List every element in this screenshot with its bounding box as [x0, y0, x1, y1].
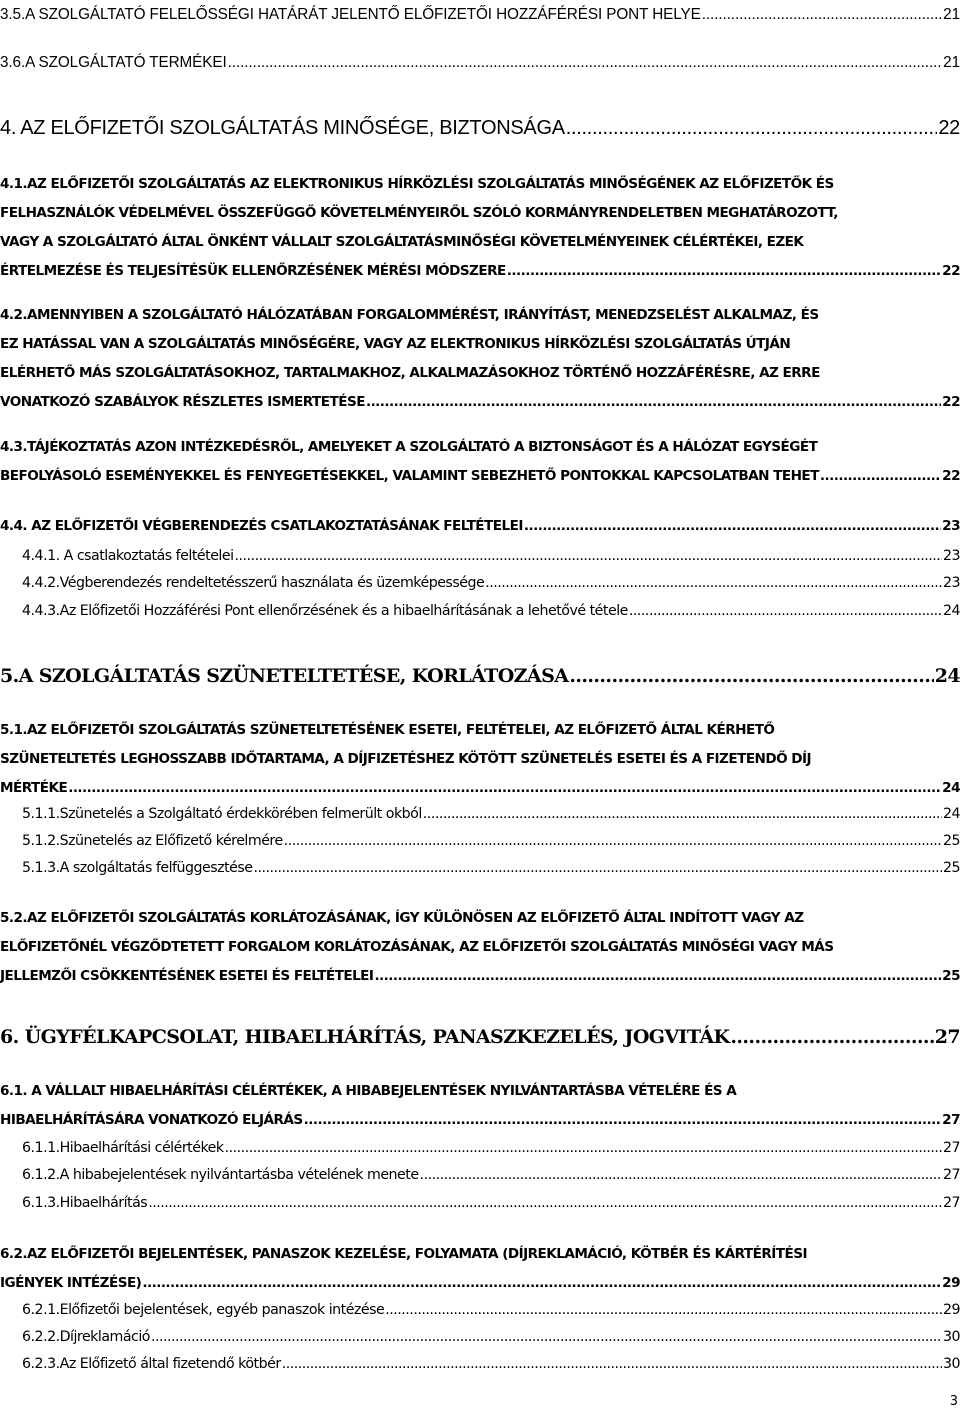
toc-page-number: 21: [943, 6, 960, 23]
toc-page-number: 23: [942, 518, 960, 534]
toc-page-number: 24: [942, 806, 960, 822]
toc-entry-title: VONATKOZÓ SZABÁLYOK RÉSZLETES ISMERTETÉSE: [0, 394, 365, 410]
toc-entry-6-1[interactable]: [0, 1077, 960, 1135]
dot-leader: [420, 1161, 942, 1189]
toc-entry-6-1-2[interactable]: [22, 1161, 960, 1189]
toc-entry-title: 4.4.3.Az Előfizetői Hozzáférési Pont ellenőrzésének és a hibaelhárításának a lehetővé tétele: [22, 603, 628, 619]
toc-entry-title: BEFOLYÁSOLÓ ESEMÉNYEKKEL ÉS FENYEGETÉSEKKEL, VALAMINT SEBEZHETŐ PONTOKKAL KAPCSOLATBAN TEHET: [0, 468, 819, 484]
dot-leader: [524, 512, 941, 541]
toc-page-number: 22: [938, 117, 960, 139]
toc-entry-5-1-2[interactable]: [22, 827, 960, 855]
toc-entry-4-2[interactable]: [0, 301, 960, 417]
toc-entry-title: 5.A SZOLGÁLTATÁS SZÜNETELTETÉSE, KORLÁTOZÁSA: [0, 665, 569, 687]
toc-page-number: 23: [942, 575, 960, 591]
toc-entry-title: 5.1.3.A szolgáltatás felfüggesztése: [22, 860, 253, 876]
dot-leader: [385, 1296, 942, 1324]
toc-entry-title: IGÉNYEK INTÉZÉSE): [0, 1275, 142, 1291]
toc-page-number: 29: [942, 1302, 960, 1318]
toc-entry-title: 6. ÜGYFÉLKAPCSOLAT, HIBAELHÁRÍTÁS, PANASZKEZELÉS, JOGVITÁK: [0, 1026, 730, 1048]
dot-leader: [142, 1269, 941, 1298]
toc-entry-5-2[interactable]: [0, 904, 960, 991]
toc-entry-6-1-1[interactable]: [22, 1134, 960, 1162]
toc-page-number: 25: [942, 860, 960, 876]
toc-entry-title: 6.2.3.Az Előfizető által fizetendő kötbér: [22, 1356, 281, 1372]
toc-page-number: 25: [942, 833, 960, 849]
toc-page-number: 29: [942, 1275, 960, 1291]
dot-leader: [629, 597, 942, 625]
dot-leader: [68, 774, 941, 803]
page-number: 3: [949, 1394, 958, 1409]
dot-leader: [374, 962, 941, 991]
toc-entry-6-2-3[interactable]: [22, 1350, 960, 1378]
toc-entry-title: 3.6.A SZOLGÁLTATÓ TERMÉKEI: [0, 54, 227, 71]
toc-entry-line: 6.2.AZ ELŐFIZETŐI BEJELENTÉSEK, PANASZOK KEZELÉSE, FOLYAMATA (DÍJREKLAMÁCIÓ, KÖTBÉR ÉS KÁRTÉRÍTÉSI: [0, 1246, 807, 1262]
toc-page-number: 22: [942, 394, 960, 410]
toc-entry-title: 6.2.1.Előfizetői bejelentések, egyéb panaszok intézése: [22, 1302, 385, 1318]
toc-page-number: 30: [942, 1356, 960, 1372]
toc-entry-title: MÉRTÉKE: [0, 780, 68, 796]
dot-leader: [235, 542, 942, 570]
dot-leader: [282, 1350, 942, 1378]
toc-entry-title: 6.1.1.Hibaelhárítási célértékek: [22, 1140, 224, 1156]
dot-leader: [507, 257, 941, 286]
toc-entry-title: 5.1.2.Szünetelés az Előfizető kérelmére: [22, 833, 283, 849]
dot-leader: [702, 0, 942, 29]
toc-page-number: 22: [942, 468, 960, 484]
toc-entry-6-2-2[interactable]: [22, 1323, 960, 1351]
toc-entry-4-3[interactable]: [0, 433, 960, 491]
toc-entry-line: 4.1.AZ ELŐFIZETŐI SZOLGÁLTATÁS AZ ELEKTRONIKUS HÍRKÖZLÉSI SZOLGÁLTATÁS MINŐSÉGÉNEK AZ ELŐFIZETŐK ÉS: [0, 176, 834, 192]
dot-leader: [423, 800, 942, 828]
toc-page-number: 21: [943, 54, 960, 71]
dot-leader: [148, 1189, 942, 1217]
toc-page-number: 27: [942, 1112, 960, 1128]
toc-entry-line: ELÉRHETŐ MÁS SZOLGÁLTATÁSOKHOZ, TARTALMAKHOZ, ALKALMAZÁSOKHOZ TÖRTÉNŐ HOZZÁFÉRÉSRE, AZ ERRE: [0, 365, 820, 381]
toc-entry-4-4-2[interactable]: [22, 569, 960, 597]
toc-entry-title: 4.4.1. A csatlakoztatás feltételei: [22, 548, 234, 564]
toc-page-number: 24: [942, 603, 960, 619]
toc-entry-line: 4.2.AMENNYIBEN A SZOLGÁLTATÓ HÁLÓZATÁBAN FORGALOMMÉRÉST, IRÁNYÍTÁST, MENEDZSELÉST ALKALMAZ, ÉS: [0, 307, 819, 323]
toc-entry-6-2-1[interactable]: [22, 1296, 960, 1324]
toc-entry-4-1[interactable]: [0, 170, 960, 286]
toc-entry-5-1[interactable]: [0, 716, 960, 803]
toc-entry-6[interactable]: [0, 1022, 960, 1052]
dot-leader: [569, 661, 933, 691]
dot-leader: [284, 827, 942, 855]
toc-entry-5-1-3[interactable]: [22, 854, 960, 882]
toc-entry-title: 6.2.2.Díjreklamáció: [22, 1329, 150, 1345]
toc-entry-title: 5.1.1.Szünetelés a Szolgáltató érdekkörében felmerült okból: [22, 806, 422, 822]
toc-entry-4[interactable]: [0, 113, 960, 143]
toc-page-number: 27: [934, 1026, 960, 1048]
toc-entry-line: 5.1.AZ ELŐFIZETŐI SZOLGÁLTATÁS SZÜNETELTETÉSÉNEK ESETEI, FELTÉTELEI, AZ ELŐFIZETŐ ÁLTAL KÉRHETŐ: [0, 722, 775, 738]
toc-entry-title: JELLEMZŐI CSÖKKENTÉSÉNEK ESETEI ÉS FELTÉTELEI: [0, 968, 374, 984]
dot-leader: [566, 113, 938, 143]
toc-entry-title: 4. AZ ELŐFIZETŐI SZOLGÁLTATÁS MINŐSÉGE, BIZTONSÁGA: [0, 117, 565, 139]
toc-page-number: 22: [942, 263, 960, 279]
toc-entry-line: VAGY A SZOLGÁLTATÓ ÁLTAL ÖNKÉNT VÁLLALT SZOLGÁLTATÁSMINŐSÉGI KÖVETELMÉNYEINEK CÉLÉRTÉKEI, EZEK: [0, 234, 804, 250]
toc-entry-5[interactable]: [0, 661, 960, 691]
toc-page-number: 24: [942, 780, 960, 796]
dot-leader: [820, 462, 941, 491]
toc-entry-6-1-3[interactable]: [22, 1189, 960, 1217]
toc-entry-5-1-1[interactable]: [22, 800, 960, 828]
toc-entry-6-2[interactable]: [0, 1240, 960, 1298]
toc-entry-4-4[interactable]: [0, 512, 960, 541]
toc-page-number: 27: [942, 1167, 960, 1183]
dot-leader: [225, 1134, 942, 1162]
toc-page-number: 30: [942, 1329, 960, 1345]
toc-page-number: 25: [942, 968, 960, 984]
dot-leader: [228, 48, 943, 77]
toc-entry-line: EZ HATÁSSAL VAN A SZOLGÁLTATÁS MINŐSÉGÉRE, VAGY AZ ELEKTRONIKUS HÍRKÖZLÉSI SZOLGÁLTATÁS ÚTJÁN: [0, 336, 791, 352]
toc-page-number: 24: [934, 665, 960, 687]
toc-entry-3-5[interactable]: [0, 0, 960, 29]
toc-entry-line: 6.1. A VÁLLALT HIBAELHÁRÍTÁSI CÉLÉRTÉKEK, A HIBABEJELENTÉSEK NYILVÁNTARTÁSBA VÉTELÉRE ÉS A: [0, 1083, 737, 1099]
toc-entry-4-4-3[interactable]: [22, 597, 960, 625]
toc-entry-title: 3.5.A SZOLGÁLTATÓ FELELŐSSÉGI HATÁRÁT JELENTŐ ELŐFIZETŐI HOZZÁFÉRÉSI PONT HELYE: [0, 6, 701, 23]
toc-entry-title: 6.1.3.Hibaelhárítás: [22, 1195, 148, 1211]
toc-entry-title: 4.4.2.Végberendezés rendeltetésszerű használata és üzemképessége: [22, 575, 485, 591]
toc-entry-4-4-1[interactable]: [22, 542, 960, 570]
dot-leader: [304, 1106, 942, 1135]
toc-entry-line: ELŐFIZETŐNÉL VÉGZŐDTETETT FORGALOM KORLÁTOZÁSÁNAK, AZ ELŐFIZETŐI SZOLGÁLTATÁS MINŐSÉGI VAGY MÁS: [0, 939, 834, 955]
toc-entry-line: SZÜNETELTETÉS LEGHOSSZABB IDŐTARTAMA, A DÍJFIZETÉSHEZ KÖTÖTT SZÜNETELÉS ESETEI ÉS A FIZETENDŐ DÍJ: [0, 751, 812, 767]
toc-entry-3-6[interactable]: [0, 48, 960, 77]
toc-entry-line: 4.3.TÁJÉKOZTATÁS AZON INTÉZKEDÉSRŐL, AMELYEKET A SZOLGÁLTATÓ A BIZTONSÁGOT ÉS A HÁLÓZAT EGYSÉGÉT: [0, 439, 818, 455]
toc-entry-title: ÉRTELMEZÉSE ÉS TELJESÍTÉSÜK ELLENŐRZÉSÉNEK MÉRÉSI MÓDSZERE: [0, 263, 506, 279]
dot-leader: [730, 1022, 933, 1052]
toc-page-number: 23: [942, 548, 960, 564]
dot-leader: [485, 569, 942, 597]
dot-leader: [253, 854, 941, 882]
dot-leader: [366, 388, 941, 417]
dot-leader: [151, 1323, 942, 1351]
toc-page-number: 27: [942, 1140, 960, 1156]
toc-entry-line: 5.2.AZ ELŐFIZETŐI SZOLGÁLTATÁS KORLÁTOZÁSÁNAK, ÍGY KÜLÖNÖSEN AZ ELŐFIZETŐ ÁLTAL INDÍTOTT VAGY AZ: [0, 910, 804, 926]
toc-page-number: 27: [942, 1195, 960, 1211]
toc-entry-title: 4.4. AZ ELŐFIZETŐI VÉGBERENDEZÉS CSATLAKOZTATÁSÁNAK FELTÉTELEI: [0, 518, 523, 534]
toc-entry-title: 6.1.2.A hibabejelentések nyilvántartásba vételének menete: [22, 1167, 419, 1183]
toc-entry-line: FELHASZNÁLÓK VÉDELMÉVEL ÖSSZEFÜGGŐ KÖVETELMÉNYEIRŐL SZÓLÓ KORMÁNYRENDELETBEN MEGHATÁROZOTT,: [0, 205, 838, 221]
toc-entry-title: HIBAELHÁRÍTÁSÁRA VONATKOZÓ ELJÁRÁS: [0, 1112, 303, 1128]
